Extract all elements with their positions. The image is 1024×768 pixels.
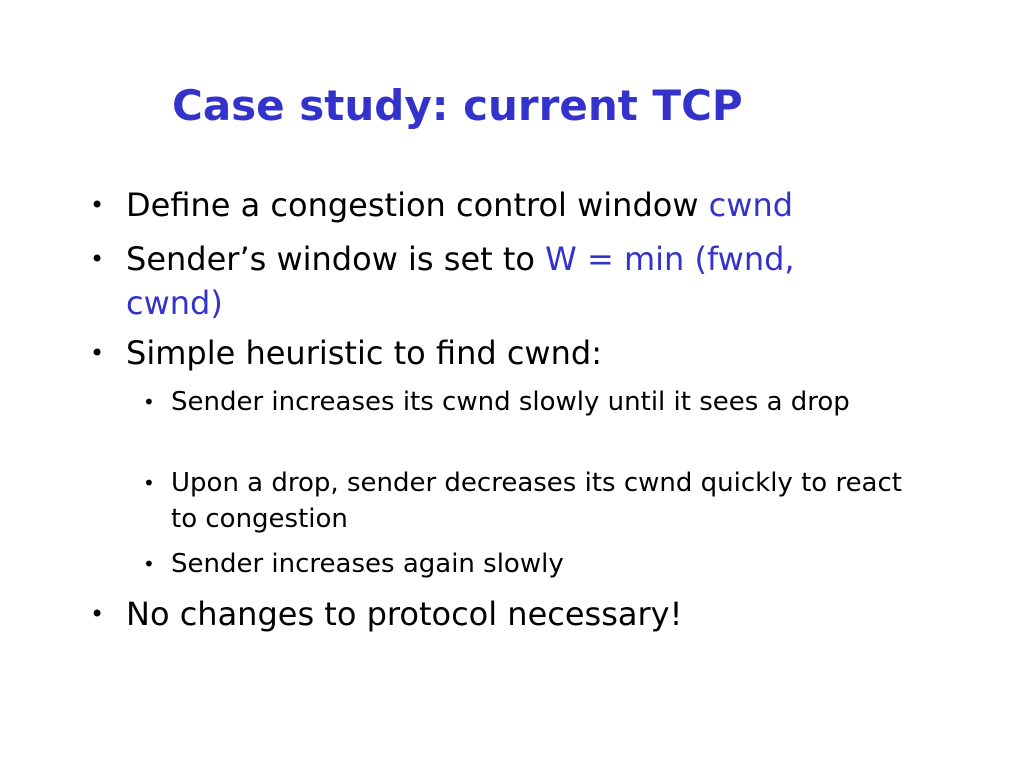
sub-bullet-text: Sender increases its cwnd slowly until it sees a drop <box>171 387 850 417</box>
bullet-text: Define a congestion control window <box>126 186 709 224</box>
sub-bullet-marker: • <box>143 552 155 576</box>
bullet-highlight: W = min (fwnd, cwnd) <box>126 240 795 322</box>
sub-bullet-marker: • <box>143 471 155 495</box>
sub-bullet-text: Sender increases again slowly <box>171 549 564 579</box>
bullet-item <box>90 331 906 375</box>
bullet-item <box>90 183 906 227</box>
bullet-marker: • <box>90 339 105 367</box>
bullet-text: No changes to protocol necessary! <box>126 595 683 633</box>
bullet-text: Sender’s window is set to <box>126 240 546 278</box>
sub-bullet-text: Upon a drop, sender decreases its cwnd quickly to react to congestion <box>171 468 902 534</box>
slide-title: Case study: current TCP <box>172 81 743 130</box>
bullet-marker: • <box>90 600 105 628</box>
bullet-text: Simple heuristic to find cwnd: <box>126 334 602 372</box>
bullet-item <box>90 237 886 325</box>
bullet-highlight: cwnd <box>708 186 794 224</box>
bullet-marker: • <box>90 245 105 273</box>
sub-bullet-item <box>143 465 916 537</box>
bullet-item <box>90 592 906 636</box>
sub-bullet-item <box>143 384 911 420</box>
sub-bullet-item <box>143 546 911 582</box>
sub-bullet-marker: • <box>143 390 155 414</box>
bullet-marker: • <box>90 191 105 219</box>
